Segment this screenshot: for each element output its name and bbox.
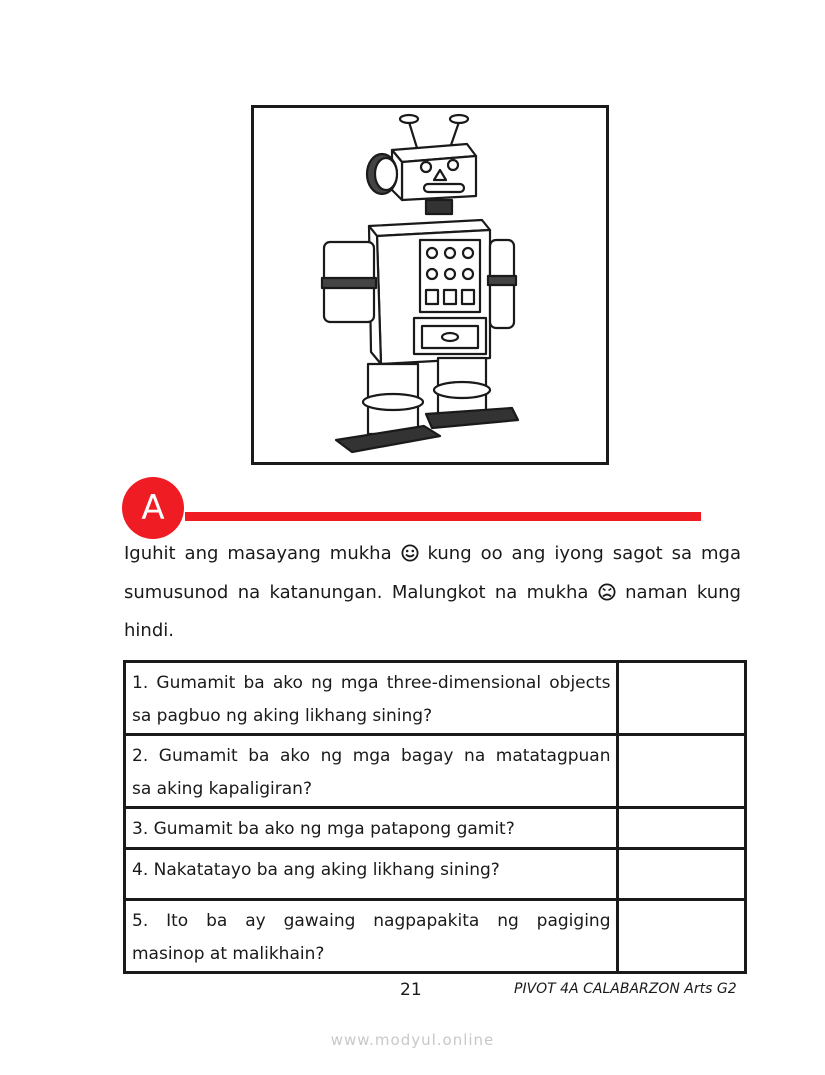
section-divider — [185, 512, 701, 521]
table-row — [125, 662, 746, 735]
question-text: masinop at malikhain? — [132, 944, 325, 964]
leg-left-ring — [363, 394, 423, 410]
footer-label: PIVOT 4A CALABARZON Arts G2 — [514, 981, 737, 997]
antenna-right-tip — [450, 115, 468, 123]
instruction-line: hindi. — [124, 620, 174, 641]
instruction-text: naman kung — [625, 581, 741, 603]
answer-cell[interactable] — [617, 735, 746, 808]
instruction-text: sumusunod na katanungan. Malungkot na mukha — [124, 581, 589, 603]
question-cell — [125, 735, 618, 808]
robot-mouth — [424, 184, 464, 192]
answer-cell[interactable] — [617, 662, 746, 735]
leg-right-ring — [434, 382, 490, 398]
smiley-face-icon — [401, 544, 419, 562]
section-badge: A — [122, 477, 184, 539]
answer-cell[interactable] — [617, 808, 746, 849]
instruction-text: kung oo ang iyong sagot sa mga — [427, 543, 741, 564]
robot-illustration — [251, 105, 609, 465]
answer-cell[interactable] — [617, 900, 746, 973]
panel-button — [426, 290, 438, 304]
table-row — [125, 735, 746, 808]
antenna-left — [409, 122, 417, 148]
robot-eye-left — [421, 162, 431, 172]
question-text: sa pagbuo ng aking likhang sining? — [132, 706, 433, 726]
robot-drawing — [254, 108, 606, 462]
panel-dial — [445, 269, 455, 279]
answer-cell[interactable] — [617, 849, 746, 900]
antenna-left-tip — [400, 115, 418, 123]
watermark: www.modyul.online — [330, 1031, 495, 1049]
head-ear-inner — [375, 158, 397, 190]
question-cell — [125, 900, 618, 973]
question-text: 5. Ito ba ay gawaing nagpapakita ng pagiging — [132, 911, 611, 931]
instruction-line — [124, 535, 741, 574]
panel-dial — [445, 248, 455, 258]
page-number: 21 — [400, 980, 422, 1000]
panel-button — [444, 290, 456, 304]
question-text: sa aking kapaligiran? — [132, 779, 312, 799]
table-row — [125, 808, 746, 849]
question-cell — [125, 662, 618, 735]
question-table — [123, 660, 747, 974]
drawer-knob — [442, 333, 458, 341]
panel-dial — [463, 269, 473, 279]
question-text: 3. Gumamit ba ako ng mga patapong gamit? — [132, 819, 515, 839]
arm-left-band — [322, 278, 376, 288]
panel-button — [462, 290, 474, 304]
instruction-line — [124, 574, 741, 613]
question-text: 4. Nakatatayo ba ang aking likhang sining? — [132, 860, 500, 880]
frowning-face-icon — [598, 583, 616, 601]
question-text: 1. Gumamit ba ako ng mga three-dimensional objects — [132, 673, 611, 693]
question-cell — [125, 849, 618, 900]
panel-dial — [427, 269, 437, 279]
table-row — [125, 849, 746, 900]
question-cell — [125, 808, 618, 849]
robot-eye-right — [448, 160, 458, 170]
arm-right-band — [488, 276, 516, 285]
panel-dial — [463, 248, 473, 258]
question-text: 2. Gumamit ba ako ng mga bagay na matatagpuan — [132, 746, 611, 766]
robot-neck — [426, 200, 452, 214]
instructions — [124, 535, 741, 651]
instruction-text: Iguhit ang masayang mukha — [124, 543, 392, 564]
panel-dial — [427, 248, 437, 258]
table-row — [125, 900, 746, 973]
